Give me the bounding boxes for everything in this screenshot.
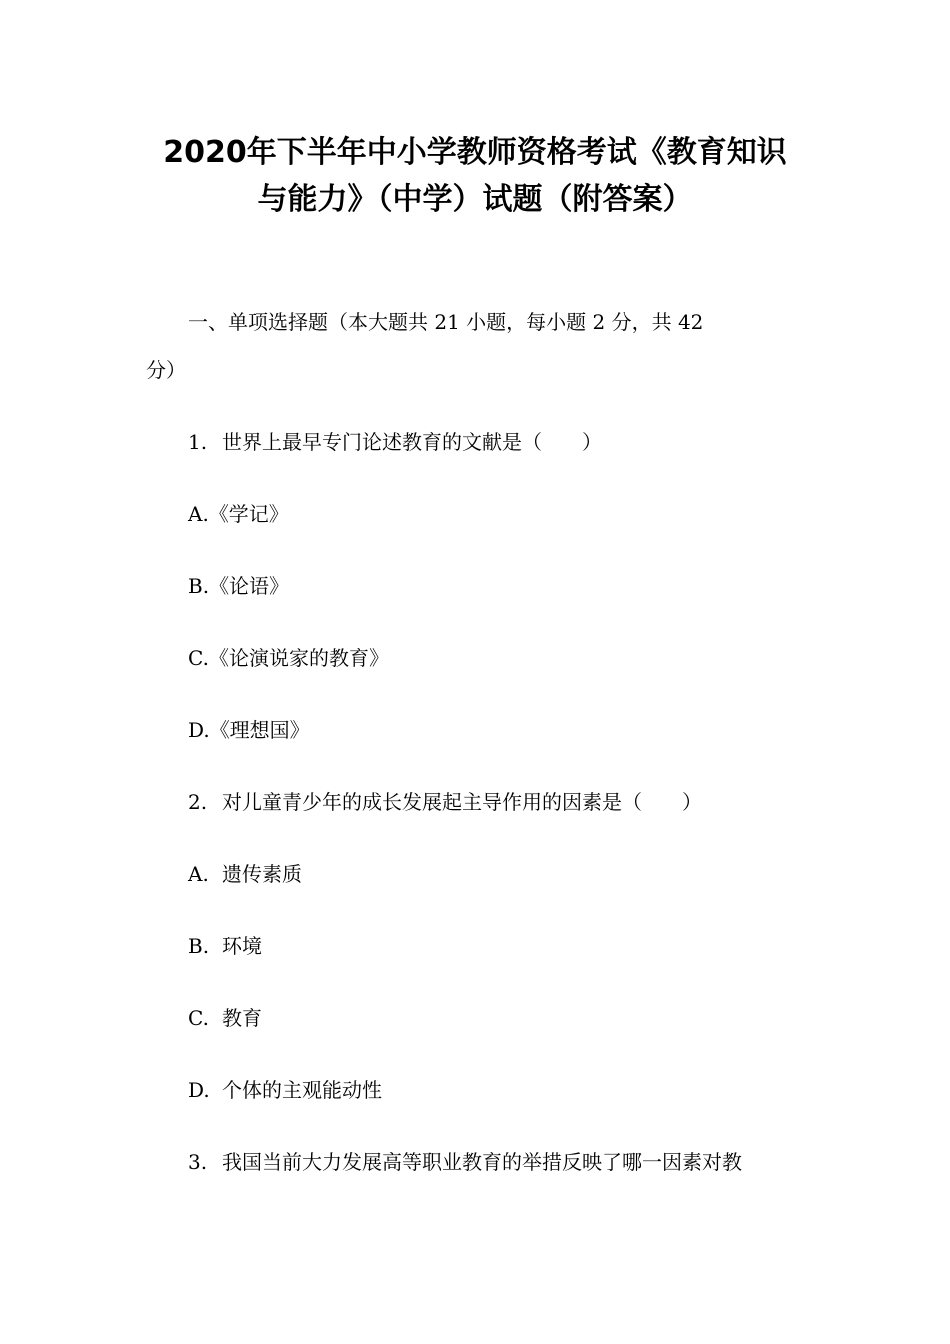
question-1-option-c bbox=[188, 645, 389, 671]
question-2-option-c bbox=[188, 1005, 262, 1031]
option-text: 环境 bbox=[222, 934, 262, 958]
question-2-option-a bbox=[188, 861, 302, 887]
question-number: 1. bbox=[188, 430, 208, 454]
document-title-line-1: 2020年下半年中小学教师资格考试《教育知识 bbox=[163, 135, 787, 170]
option-letter: A. bbox=[188, 862, 209, 886]
option-text: 遗传素质 bbox=[222, 862, 302, 886]
option-text: 《论演说家的教育》 bbox=[208, 646, 389, 670]
option-text: 《学记》 bbox=[208, 502, 289, 526]
question-1-option-a bbox=[188, 501, 289, 527]
question-1-stem bbox=[188, 429, 602, 455]
option-letter: D. bbox=[188, 1078, 210, 1102]
question-text: 我国当前大力发展高等职业教育的举措反映了哪一因素对教 bbox=[222, 1150, 742, 1174]
section-heading-line-1: 一、单项选择题（本大题共 21 小题，每小题 2 分，共 42 bbox=[188, 310, 704, 334]
question-2-stem bbox=[188, 789, 702, 815]
question-3-stem bbox=[188, 1149, 742, 1175]
option-letter: C. bbox=[188, 646, 209, 670]
section-heading-line-2: 分） bbox=[146, 358, 186, 382]
option-letter: B. bbox=[188, 574, 210, 598]
option-letter: A. bbox=[188, 502, 209, 526]
question-number: 3. bbox=[188, 1150, 208, 1174]
option-text: 教育 bbox=[222, 1006, 262, 1030]
question-2-option-b bbox=[188, 933, 262, 959]
question-1-option-b bbox=[188, 573, 289, 599]
option-text: 《理想国》 bbox=[209, 718, 310, 742]
option-text: 个体的主观能动性 bbox=[222, 1078, 382, 1102]
option-letter: B. bbox=[188, 934, 210, 958]
question-text: 世界上最早专门论述教育的文献是（ ） bbox=[222, 430, 602, 454]
option-text: 《论语》 bbox=[209, 574, 290, 598]
question-number: 2. bbox=[188, 790, 208, 814]
option-letter: D. bbox=[188, 718, 210, 742]
document-title-line-2: 与能力》（中学）试题（附答案） bbox=[257, 182, 693, 217]
question-1-option-d bbox=[188, 717, 310, 743]
question-2-option-d bbox=[188, 1077, 382, 1103]
question-text: 对儿童青少年的成长发展起主导作用的因素是（ ） bbox=[222, 790, 702, 814]
option-letter: C. bbox=[188, 1006, 209, 1030]
